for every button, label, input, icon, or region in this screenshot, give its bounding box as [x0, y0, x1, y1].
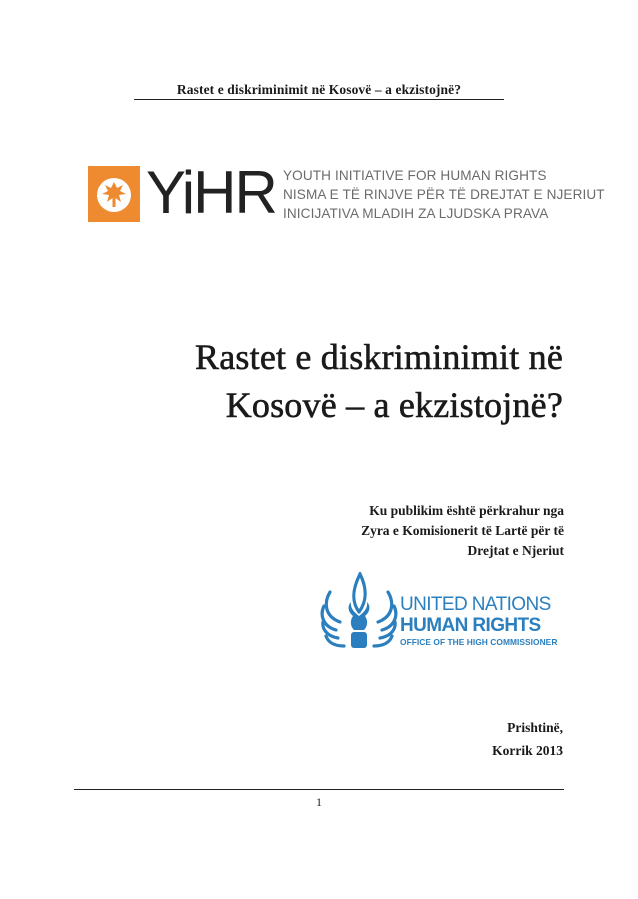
- running-header-title: Rastet e diskriminimit në Kosovë – a ekzistojnë?: [176, 82, 462, 97]
- un-flame-icon: [320, 572, 398, 662]
- title-line-1: Rastet e diskriminimit në: [195, 337, 563, 377]
- yihr-emblem-icon: [88, 166, 140, 222]
- yihr-line-english: YOUTH INITIATIVE FOR HUMAN RIGHTS: [283, 168, 547, 183]
- publication-place: Prishtinë,: [507, 720, 563, 735]
- un-human-rights-logo: [320, 572, 570, 662]
- yihr-line-albanian: NISMA E TË RINJVE PËR TË DREJTAT E NJERIUT: [283, 187, 605, 202]
- footer-rule: [74, 789, 564, 790]
- place-and-date: [492, 716, 563, 762]
- support-line-2: Zyra e Komisionerit të Lartë për të: [361, 523, 564, 538]
- un-line-human-rights: HUMAN RIGHTS: [400, 615, 541, 636]
- yihr-name-lines: [283, 166, 605, 223]
- support-line-1: Ku publikim është përkrahur nga: [369, 503, 564, 518]
- document-title: [195, 333, 563, 429]
- yihr-logo: [88, 159, 605, 226]
- title-line-2: Kosovë – a ekzistojnë?: [225, 385, 563, 425]
- un-line-office: OFFICE OF THE HIGH COMMISSIONER: [400, 637, 558, 647]
- yihr-line-serbian: INICIJATIVA MLADIH ZA LJUDSKA PRAVA: [283, 206, 549, 221]
- page-number: 1: [316, 795, 322, 809]
- un-logo-text: [400, 594, 557, 648]
- header-rule: [134, 99, 504, 100]
- yihr-wordmark: YiHR: [146, 159, 276, 226]
- support-statement: [244, 501, 564, 561]
- un-line-united-nations: UNITED NATIONS: [400, 594, 551, 615]
- publication-date: Korrik 2013: [492, 743, 563, 758]
- support-line-3: Drejtat e Njeriut: [467, 543, 564, 558]
